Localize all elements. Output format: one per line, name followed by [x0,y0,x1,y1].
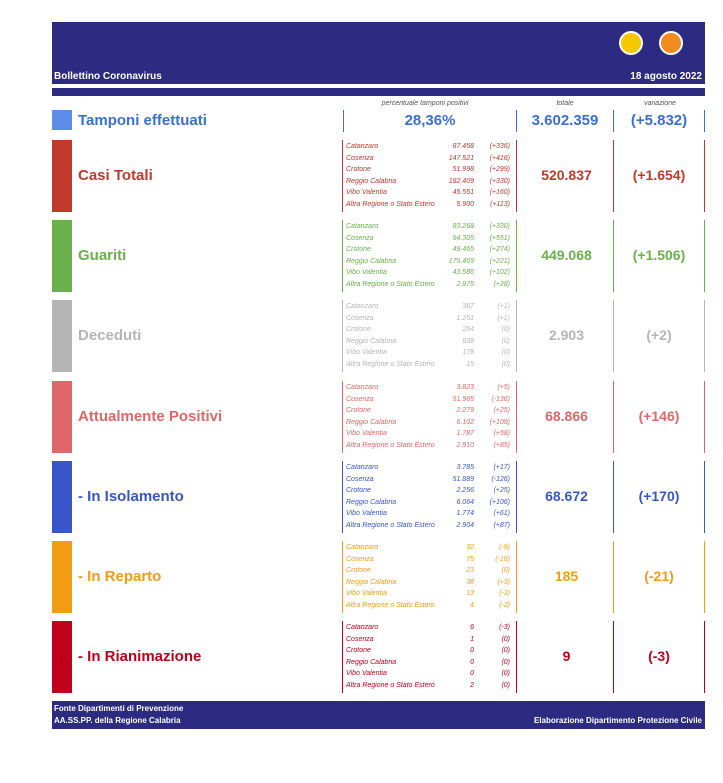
province-line [346,154,512,164]
category-variation: (+1.654) [632,167,686,183]
row-divider [704,621,705,693]
province-delta: (+109) [489,418,510,426]
row-divider [704,381,705,453]
province-line [346,337,512,347]
province-value: 49.465 [452,246,474,254]
province-line [346,543,512,553]
province-line [346,177,512,187]
province-delta: (+17) [493,464,510,471]
row-divider [704,300,705,372]
province-line [346,200,512,210]
row-divider [613,461,614,533]
province-list [342,222,512,294]
category-variation: (+2) [646,327,672,343]
header-divider [52,88,705,96]
province-name: Cosenza [346,475,374,483]
province-name: Reggio Calabria [346,177,397,185]
row-divider [704,140,705,212]
province-delta: (-9) [499,544,510,551]
total-header: totale [556,100,574,107]
province-value: 38 [466,578,474,586]
province-value: 1.251 [456,314,474,322]
footer-source-line1: Fonte Dipartimenti di Prevenzione [54,704,184,713]
province-delta: (+1) [497,303,510,310]
province-list [342,383,512,455]
tamponi-divider [516,110,517,132]
tamponi-divider [704,110,705,132]
regione-calabria-logo-icon [619,31,643,55]
province-delta: (0) [501,647,510,655]
province-value: 51.965 [452,395,474,403]
province-name: Vibo Valentia [346,430,387,438]
category-swatch [52,300,72,372]
province-name: Vibo Valentia [346,590,387,598]
province-value: 43.586 [452,269,474,277]
province-name: Vibo Valentia [346,510,387,518]
province-line [346,669,512,679]
category-total: 9 [562,648,571,664]
province-delta: (-3) [499,624,510,631]
footer-source-line2: AA.SS.PP. della Regione Calabria [54,716,181,725]
province-line [346,566,512,576]
province-value: 1 [470,635,474,643]
category-total: 2.903 [548,327,585,343]
province-name: Vibo Valentia [346,349,387,357]
footer [52,701,705,729]
province-name: Cosenza [346,635,374,643]
province-value: 6 [470,624,474,631]
province-delta: (+416) [489,154,510,162]
province-name: Vibo Valentia [346,269,387,277]
province-delta: (+25) [493,407,510,415]
row-divider [613,140,614,212]
category-total: 520.837 [541,167,592,183]
province-line [346,302,512,312]
category-total: 68.866 [545,408,588,424]
province-name: Altra Regione o Stato Estero [346,682,435,689]
tamponi-label: Tamponi effettuati [78,112,207,129]
province-name: Cosenza [346,555,374,563]
province-value: 838 [462,337,474,345]
province-line [346,314,512,324]
province-name: Crotone [346,647,371,655]
province-delta: (+3) [497,578,510,586]
category-total: 68.672 [545,488,588,504]
bulletin-date: 18 agosto 2022 [630,71,702,82]
province-value: 0 [470,647,474,655]
row-divider [516,140,517,212]
province-name: Altra Regione o Stato Estero [346,442,435,449]
province-line [346,475,512,485]
province-line [346,429,512,439]
province-value: 0 [470,670,474,678]
footer-credit: Elaborazione Dipartimento Protezione Civile [533,716,702,725]
province-value: 6.102 [456,418,474,426]
category-row [52,300,705,372]
category-row [52,220,705,292]
province-name: Crotone [346,487,371,495]
tamponi-divider [613,110,614,132]
category-total: 185 [554,568,579,584]
province-delta: (-2) [499,602,510,609]
province-value: 1.787 [456,430,474,438]
province-name: Catanzaro [346,544,379,551]
province-value: 2.910 [456,442,474,449]
province-line [346,498,512,508]
province-delta: (+106) [489,498,510,506]
province-list [342,142,512,214]
province-name: Catanzaro [346,464,379,471]
province-delta: (+299) [489,166,510,174]
province-line [346,395,512,405]
province-line [346,348,512,358]
province-delta: (-10) [495,555,510,563]
province-value: 1.774 [456,510,474,518]
province-line [346,658,512,668]
province-value: 15 [466,361,474,368]
province-value: 83.268 [452,223,474,230]
province-name: Catanzaro [346,223,379,230]
province-delta: (0) [501,361,510,368]
bulletin-title: Bollettino Coronavirus [54,71,162,82]
province-line [346,360,512,370]
tamponi-swatch [52,110,72,130]
row-divider [613,300,614,372]
province-name: Crotone [346,246,371,254]
province-name: Reggio Calabria [346,578,397,586]
category-row [52,140,705,212]
province-name: Reggio Calabria [346,418,397,426]
province-name: Catanzaro [346,143,379,150]
province-name: Altra Regione o Stato Estero [346,361,435,368]
province-value: 175.469 [448,257,474,265]
province-value: 147.521 [448,154,474,162]
category-label: Guariti [78,247,127,264]
province-value: 51.889 [452,475,474,483]
tamponi-divider [343,110,344,132]
province-line [346,681,512,691]
province-delta: (0) [501,682,510,689]
province-line [346,257,512,267]
province-value: 2.975 [456,281,474,288]
province-value: 13 [466,590,474,598]
province-value: 75 [466,555,474,563]
province-line [346,509,512,519]
province-delta: (+330) [489,177,510,185]
province-name: Crotone [346,567,371,575]
province-delta: (+28) [493,281,510,288]
category-label: Attualmente Positivi [78,408,223,425]
province-value: 0 [470,658,474,666]
province-line [346,623,512,633]
row-divider [613,621,614,693]
province-value: 367 [462,303,474,310]
province-line [346,165,512,175]
row-divider [704,541,705,613]
tamponi-pct: 28,36% [404,112,456,129]
province-name: Crotone [346,166,371,174]
province-name: Altra Regione o Stato Estero [346,201,435,208]
province-delta: (+1) [497,314,510,322]
province-list [342,302,512,374]
province-value: 2 [470,682,474,689]
province-value: 182.409 [448,177,474,185]
province-line [346,188,512,198]
category-label: - In Reparto [78,568,162,585]
province-value: 2.279 [456,407,474,415]
province-line [346,555,512,565]
province-value: 3.785 [456,464,474,471]
province-value: 6.064 [456,498,474,506]
province-name: Reggio Calabria [346,257,397,265]
province-line [346,245,512,255]
category-variation: (-3) [648,648,670,664]
category-swatch [52,621,72,693]
province-line [346,646,512,656]
row-divider [704,461,705,533]
province-delta: (+102) [489,269,510,277]
province-name: Crotone [346,407,371,415]
pct-header: percentuale tamponi positivi [381,100,469,107]
category-row [52,381,705,453]
category-swatch [52,220,72,292]
province-line [346,406,512,416]
province-list [342,623,512,695]
category-row [52,541,705,613]
row-divider [516,381,517,453]
province-delta: (-3) [499,590,510,598]
province-line [346,578,512,588]
province-value: 4 [470,602,474,609]
province-value: 87.458 [452,143,474,150]
province-value: 45.551 [452,189,474,197]
row-divider [613,220,614,292]
province-name: Altra Regione o Stato Estero [346,602,435,609]
category-variation: (+170) [638,488,680,504]
province-delta: (+58) [493,430,510,438]
province-delta: (+336) [489,143,510,150]
row-divider [516,220,517,292]
category-swatch [52,541,72,613]
province-line [346,589,512,599]
province-delta: (0) [501,349,510,357]
province-delta: (0) [501,670,510,678]
category-row [52,461,705,533]
province-name: Vibo Valentia [346,189,387,197]
province-line [346,325,512,335]
province-line [346,486,512,496]
category-row [52,621,705,693]
province-name: Cosenza [346,314,374,322]
province-delta: (-136) [491,395,510,403]
row-divider [704,220,705,292]
province-delta: (+330) [489,223,510,230]
row-divider [516,300,517,372]
row-divider [516,461,517,533]
category-label: - In Isolamento [78,488,184,505]
province-name: Cosenza [346,234,374,242]
province-name: Reggio Calabria [346,498,397,506]
tamponi-variation: (+5.832) [630,112,688,129]
row-divider [613,381,614,453]
tamponi-total: 3.602.359 [531,112,599,129]
province-delta: (0) [501,337,510,345]
province-value: 94.305 [452,234,474,242]
category-label: - In Rianimazione [78,648,202,665]
province-delta: (+61) [493,510,510,518]
province-delta: (0) [501,635,510,643]
province-name: Catanzaro [346,303,379,310]
row-divider [516,621,517,693]
province-line [346,280,512,290]
province-line [346,521,512,531]
province-line [346,418,512,428]
province-value: 254 [462,326,474,334]
province-line [346,635,512,645]
province-name: Cosenza [346,395,374,403]
category-swatch [52,140,72,212]
province-list [342,463,512,535]
province-delta: (-126) [491,475,510,483]
province-name: Altra Regione o Stato Estero [346,281,435,288]
province-delta: (+87) [493,522,510,529]
province-delta: (+160) [489,189,510,197]
province-name: Cosenza [346,154,374,162]
province-delta: (+221) [489,257,510,265]
province-value: 5.900 [456,201,474,208]
province-value: 3.823 [456,384,474,391]
category-total: 449.068 [541,247,592,263]
province-value: 178 [462,349,474,357]
province-list [342,543,512,615]
province-value: 23 [466,567,474,575]
province-line [346,441,512,451]
province-delta: (+113) [490,201,510,208]
province-name: Catanzaro [346,624,379,631]
province-delta: (+5) [497,384,510,391]
province-delta: (+85) [493,442,510,449]
variation-header: variazione [644,100,676,107]
province-line [346,142,512,152]
province-line [346,268,512,278]
category-swatch [52,381,72,453]
category-swatch [52,461,72,533]
province-value: 51.998 [452,166,474,174]
province-line [346,463,512,473]
category-variation: (+1.506) [632,247,686,263]
row-divider [613,541,614,613]
category-label: Casi Totali [78,167,153,184]
province-delta: (0) [501,326,510,334]
province-name: Vibo Valentia [346,670,387,678]
province-delta: (+274) [489,246,510,254]
category-variation: (+146) [638,408,680,424]
category-variation: (-21) [644,568,674,584]
category-label: Deceduti [78,327,142,344]
province-name: Altra Regione o Stato Estero [346,522,435,529]
province-value: 2.256 [456,487,474,495]
province-value: 2.904 [456,522,474,529]
row-divider [516,541,517,613]
province-line [346,222,512,232]
province-delta: (+551) [489,234,510,242]
province-name: Catanzaro [346,384,379,391]
protezione-civile-logo-icon [659,31,683,55]
province-value: 32 [466,544,474,551]
province-delta: (+25) [493,487,510,495]
province-line [346,234,512,244]
province-delta: (0) [501,658,510,666]
province-line [346,383,512,393]
province-name: Crotone [346,326,371,334]
province-name: Reggio Calabria [346,337,397,345]
province-name: Reggio Calabria [346,658,397,666]
province-delta: (0) [501,567,510,575]
title-bar [52,69,705,84]
province-line [346,601,512,611]
